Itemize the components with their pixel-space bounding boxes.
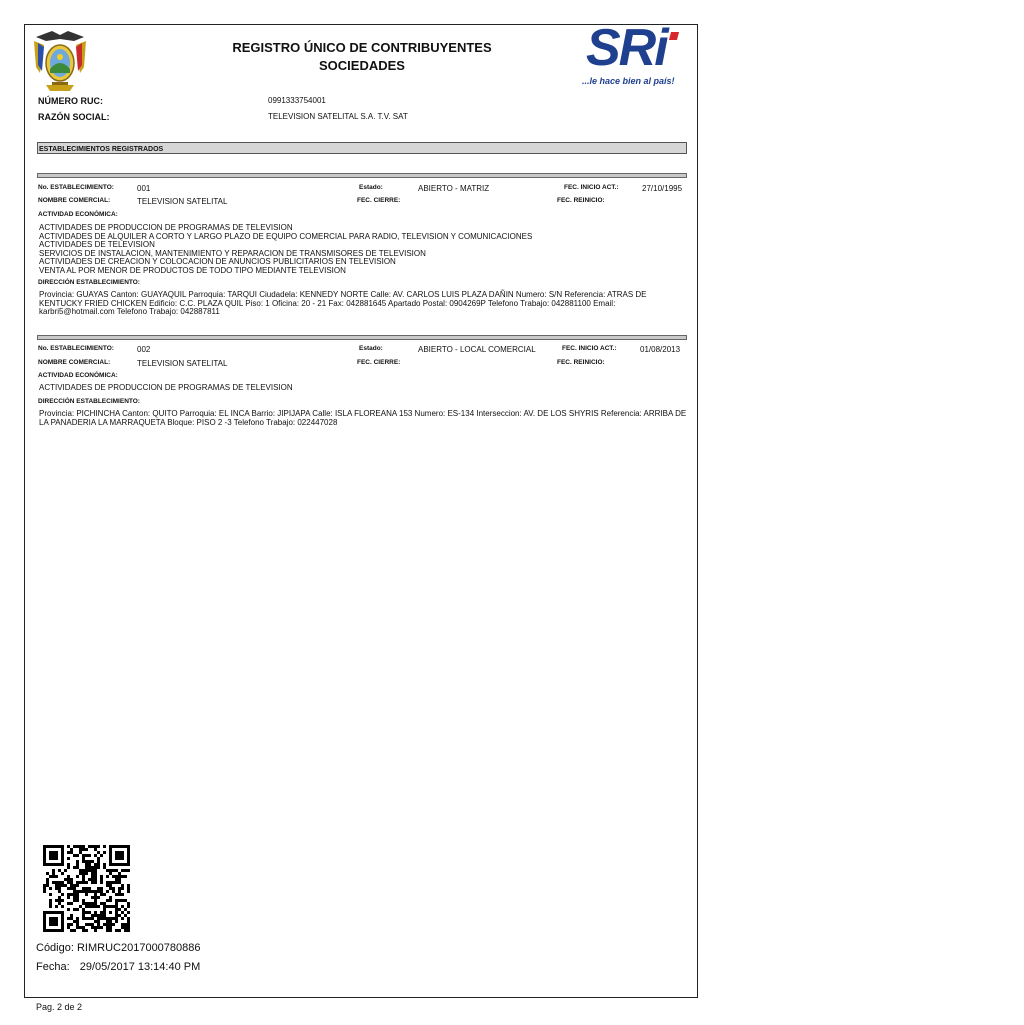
fecha-value: 29/05/2017 13:14:40 PM (79, 961, 201, 973)
fec-reinicio-label: FEC. REINICIO: (557, 359, 605, 366)
fec-inicio-value: 27/10/1995 (642, 184, 683, 193)
codigo-value: RIMRUC2017000780886 (76, 942, 201, 954)
activity-item: ACTIVIDADES DE PRODUCCION DE PROGRAMAS DE TELEVISION (39, 383, 293, 392)
section-title: ESTABLECIMIENTOS REGISTRADOS (39, 146, 164, 153)
fec-inicio-label: FEC. INICIO ACT.: (562, 345, 617, 352)
business-name-value: TELEVISION SATELITAL S.A. T.V. SAT (268, 112, 408, 121)
establishment-address: Provincia: PICHINCHA Canton: QUITO Parroquia: EL INCA Barrio: JIPIJAPA Calle: ISLA FLOREANA 153 Numero: ES-134 Interseccion: AV. DE LOS SHYRIS Referencia: ARRIBA DE LA PANADERIA LA MARRAQUETA Bloque: PISO 2 -3 Telefono Trabajo: 022447028 (39, 409, 687, 427)
establishment-number: 001 (137, 184, 151, 193)
nombre-comercial-label: NOMBRE COMERCIAL: (38, 359, 111, 366)
activity-list (39, 384, 293, 393)
activity-item: ACTIVIDADES DE PRODUCCION DE PROGRAMAS DE TELEVISION (39, 223, 293, 232)
activity-item: SERVICIOS DE INSTALACION, MANTENIMIENTO Y REPARACION DE TRANSMISORES DE TELEVISION (39, 248, 426, 258)
section-header-bar (37, 142, 687, 154)
qr-code-icon (43, 845, 130, 932)
nombre-comercial-label: NOMBRE COMERCIAL: (38, 197, 111, 204)
establishment-number-label: No. ESTABLECIMIENTO: (38, 184, 114, 191)
activity-item: VENTA AL POR MENOR DE PRODUCTOS DE TODO TIPO MEDIANTE TELEVISION (39, 265, 346, 275)
direccion-label: DIRECCIÓN ESTABLECIMIENTO: (38, 279, 140, 286)
page-number: Pag. 2 de 2 (36, 1002, 83, 1012)
ruc-value: 0991333754001 (268, 96, 326, 105)
sri-logo: SRi ...le hace bien al país! (584, 26, 684, 88)
establishment-address: Provincia: GUAYAS Canton: GUAYAQUIL Parroquia: TARQUI Ciudadela: KENNEDY NORTE Calle: AV. CARLOS LUIS PLAZA DAÑIN Numero: S/N Referencia: ATRAS DE KENTUCKY FRIED CHICKEN Edificio: C.C. PLAZA QUIL Piso: 1 Oficina: 20 - 21 Fax: 042881645 Apartado Postal: 0904269P Telefono Trabajo: 042881100 Email: karbri5@hotmail.com Telefono Trabajo: 042887811 (39, 290, 647, 317)
actividad-label: ACTIVIDAD ECONÓMICA: (38, 372, 118, 379)
estado-value: ABIERTO - LOCAL COMERCIAL (418, 345, 536, 354)
establishment-separator (37, 335, 687, 340)
fecha-label: Fecha: (36, 961, 70, 973)
activity-item: ACTIVIDADES DE CREACION Y COLOCACION DE ANUNCIOS PUBLICITARIOS EN TELEVISION (39, 257, 396, 266)
fec-reinicio-label: FEC. REINICIO: (557, 197, 605, 204)
activity-item: ACTIVIDADES DE TELEVISION (39, 240, 155, 249)
codigo-label: Código: (36, 942, 74, 954)
fecha-line (36, 961, 200, 973)
codigo-line (36, 942, 201, 954)
activity-list (39, 224, 532, 275)
activity-item: ACTIVIDADES DE ALQUILER A CORTO Y LARGO PLAZO DE EQUIPO COMERCIAL PARA RADIO, TELEVISION Y COMUNICACIONES (39, 231, 533, 241)
estado-label: Estado: (359, 345, 383, 352)
estado-value: ABIERTO - MATRIZ (418, 184, 490, 193)
nombre-comercial-value: TELEVISION SATELITAL (137, 359, 228, 368)
nombre-comercial-value: TELEVISION SATELITAL (137, 197, 228, 206)
direccion-label: DIRECCIÓN ESTABLECIMIENTO: (38, 398, 140, 405)
fec-inicio-label: FEC. INICIO ACT.: (564, 184, 619, 191)
fec-cierre-label: FEC. CIERRE: (357, 197, 401, 204)
fec-inicio-value: 01/08/2013 (640, 345, 681, 354)
ruc-label: NÚMERO RUC: (38, 96, 103, 106)
establishment-number: 002 (137, 345, 151, 354)
business-name-label: RAZÓN SOCIAL: (38, 112, 110, 122)
document-subtitle: SOCIEDADES (319, 58, 405, 73)
estado-label: Estado: (359, 184, 383, 191)
fec-cierre-label: FEC. CIERRE: (357, 359, 401, 366)
actividad-label: ACTIVIDAD ECONÓMICA: (38, 211, 118, 218)
establishment-number-label: No. ESTABLECIMIENTO: (38, 345, 114, 352)
establishment-separator (37, 173, 687, 178)
document-title: REGISTRO ÚNICO DE CONTRIBUYENTES (232, 40, 492, 55)
